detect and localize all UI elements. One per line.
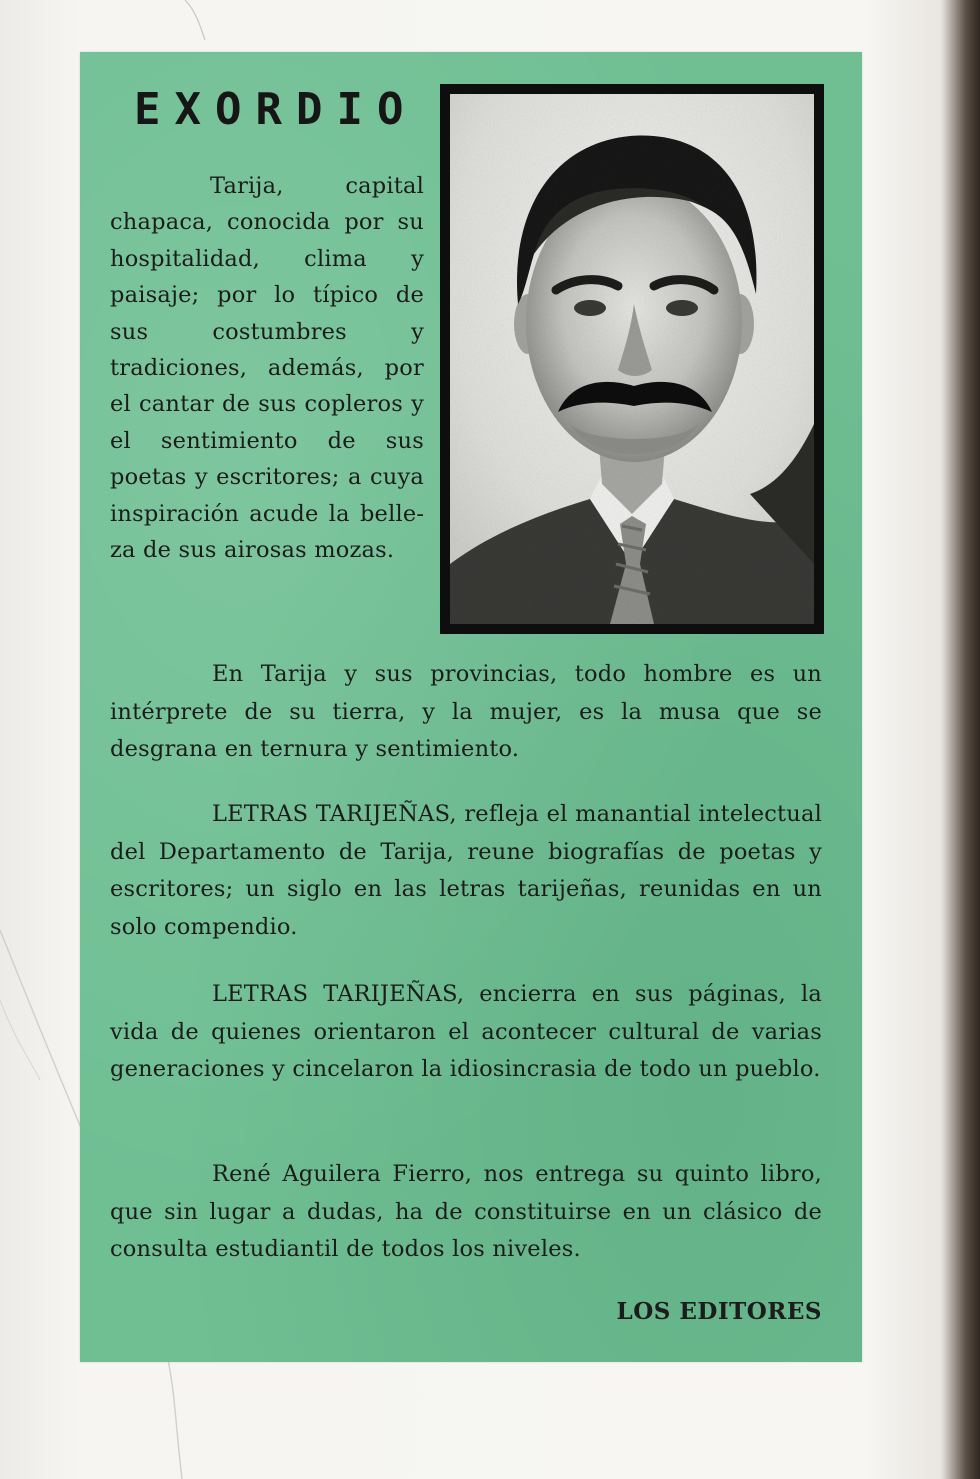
author-portrait-frame bbox=[440, 84, 824, 634]
body-paragraph-5: René Aguilera Fierro, nos entrega su quinto libro, que sin lugar a dudas, ha de constituirse en un clásico de consulta estudiantil de todos los niveles. bbox=[110, 1161, 822, 1262]
page-title: EXORDIO bbox=[134, 84, 418, 135]
intro-paragraph: Tarija, capital chapaca, conocida por su hospitalidad, clima y paisaje; por lo típico de sus costumbres y tradiciones, además, por el cantar de sus copleros y el sentimiento de sus poetas y escritores; a cuya inspiración acude la belleza de sus airosas mozas. bbox=[110, 173, 424, 564]
body-paragraph-2: En Tarija y sus provincias, todo hombre es un intérprete de su tierra, y la mujer, es la musa que se desgrana en ternura y sentimiento. bbox=[110, 661, 822, 762]
author-portrait bbox=[450, 94, 814, 624]
body-paragraph-3: LETRAS TARIJEÑAS, refleja el manantial intelectual del Departamento de Tarija, reune biografías de poetas y escritores; un siglo en las letras tarijeñas, reunidas en un solo compendio. bbox=[110, 801, 822, 940]
editors-signature: LOS EDITORES bbox=[616, 1298, 822, 1325]
body-paragraph-4: LETRAS TARIJEÑAS, encierra en sus páginas, la vida de quienes orientaron el acontecer cultural de varias generaciones y cincelaron la idiosincrasia de todo un pueblo. bbox=[110, 981, 822, 1082]
